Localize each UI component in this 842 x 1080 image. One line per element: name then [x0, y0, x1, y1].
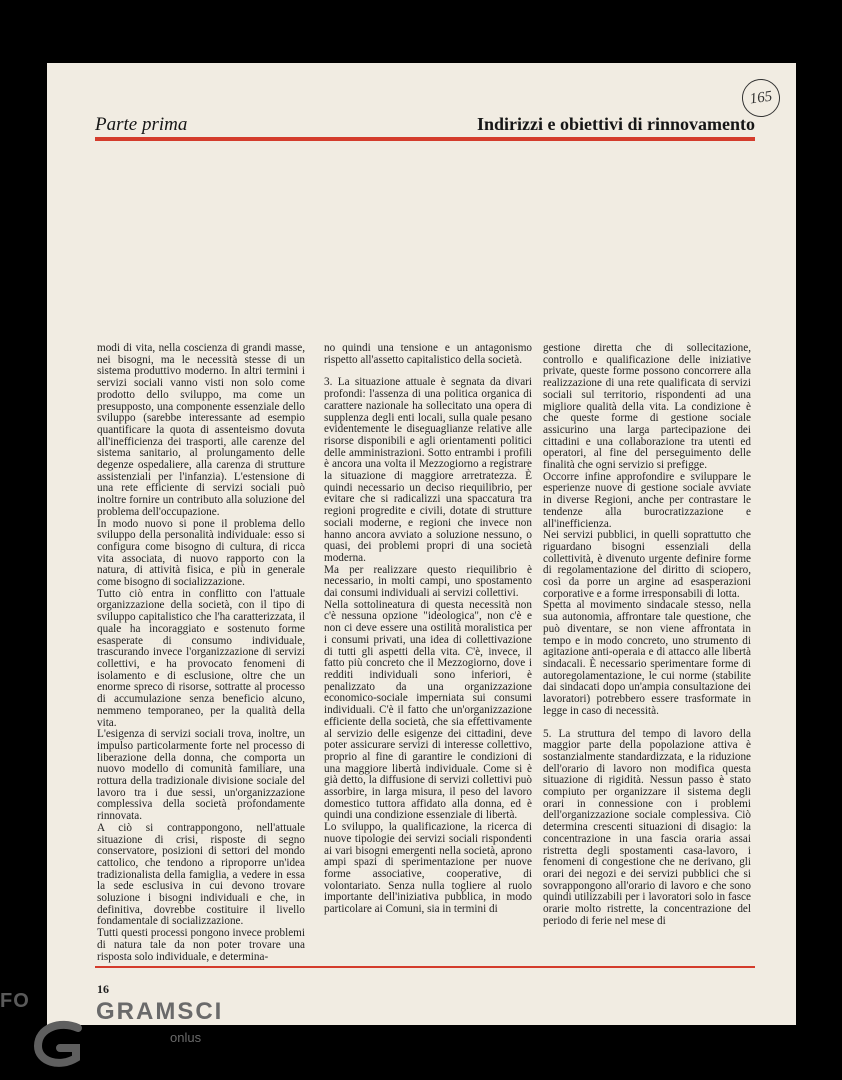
section-label: Parte prima	[95, 114, 188, 135]
paragraph: gestione diretta che di sollecitazione, controllo e qualificazione delle iniziative private, queste forme possono concorrere alla realizzazione di una rete qualificata di servizi sociali sul territorio, rispondenti ad una migliore qualità della vita. La condizione è che queste forme di gestione sociale assicurino una larga partecipazione dei cittadini e una collaborazione tra utenti ed operatori, al fine del perseguimento delle finalità che ogni servizio si prefigge.	[543, 342, 751, 472]
paragraph: Tutti questi processi pongono invece problemi di natura tale da non poter trovare una risposta solo individuale, e determina-	[97, 927, 305, 963]
footer-rule	[95, 966, 755, 968]
chapter-title: Indirizzi e obiettivi di rinnovamento	[477, 114, 755, 134]
gramsci-logo-icon	[30, 1018, 100, 1070]
text-column-1	[97, 343, 305, 963]
paragraph: L'esigenza di servizi sociali trova, inoltre, un impulso particolarmente forte nel processo di liberazione della donna, che comporta un nuovo modello di comunità familiare, una rottura della tradizionale divisione sociale del lavoro tra i due sessi, un'organizzazione complessiva della società profondamente rinnovata.	[97, 728, 305, 823]
text-column-3	[543, 343, 751, 927]
paragraph: In modo nuovo si pone il problema dello sviluppo della personalità individuale: esso si configura come bisogno di cultura, di ricca vita associata, di nuovo rapporto con la natura, di attività fisica, e più in generale come bisogno di socializzazione.	[97, 517, 305, 589]
watermark-suffix: onlus	[170, 1030, 202, 1045]
paragraph: Nella sottolineatura di questa necessità non c'è nessuna opzione "ideologica", non c'è e non ci deve essere una ostilità moralistica per i consumi privati, una idea di collettivazione di tutti gli aspetti della vita. C'è, invece, il fatto più concreto che il Mezzogiorno, dove i redditi individuali sono inferiori, è penalizzato da una organizzazione economico-sociale imperniata sui consumi individuali. C'è il fatto che un'organizzazione efficiente della società, che sia effettivamente al servizio delle esigenze dei cittadini, deve poter assicurare servizi di interesse collettivo, proprio al fine di garantire le condizioni di una maggiore libertà individuale. Come si è già detto, la diffusione di servizi collettivi può assorbire, in larga misura, il peso del lavoro domestico tuttora affidato alla donna, ed è quindi una condizione essenziale di libertà.	[324, 598, 532, 822]
paragraph: Ma per realizzare questo riequilibrio è necessario, in molti campi, uno spostamento dai consumi individuali ai servizi collettivi.	[324, 563, 532, 600]
paragraph: Tutto ciò entra in conflitto con l'attuale organizzazione della società, con il tipo di sviluppo capitalistico che l'ha caratterizzata, il quale ha incoraggiato e sostenuto forme esasperate di consumo individuale, trascurando invece l'organizzazione di servizi collettivi, e ha provocato fenomeni di isolamento e di esclusione, oltre che un enorme spreco di risorse, sottratte al processo di accumulazione senza beneficio alcuno, nemmeno temporaneo, per la qualità della vita.	[97, 587, 305, 729]
paragraph: Nei servizi pubblici, in quelli soprattutto che riguardano bisogni essenziali della collettività, è divenuto urgente definire forme di regolamentazione del diritto di sciopero, così da porre un argine ad esasperazioni corporative e a forme irresponsabili di lotta.	[543, 529, 751, 600]
stamp-number: 165	[748, 88, 774, 107]
page-number: 16	[97, 982, 109, 996]
paragraph: modi di vita, nella coscienza di grandi masse, nei bisogni, ma le necessità stesse di un sistema produttivo moderno. In altri termini i servizi sociali vanno visti non solo come prodotto dello sviluppo, ma come un presupposto, una componente essenziale dello sviluppo (sarebbe interessante ad esempio quantificare la quota di assenteismo dovuta all'inefficienza dei trasporti, alle carenze del sistema sanitario, al prolungamento delle degenze ospedaliere, alla carenza di strutture assistenziali per l'infanzia). L'estensione di una rete efficiente di servizi sociali può inoltre fornire un contributo alla soluzione del problema dell'occupazione.	[97, 342, 305, 518]
paragraph: Lo sviluppo, la qualificazione, la ricerca di nuove tipologie dei servizi sociali rispondenti ai vari bisogni emergenti nella società, aprono ampi spazi di sperimentazione per nuove forme associative, cooperative, di volontariato. Senza nulla togliere al ruolo importante dell'iniziativa pubblica, in modo particolare ai Comuni, sia in termini di	[324, 821, 532, 916]
text-column-2	[324, 343, 532, 916]
archive-watermark	[0, 990, 260, 1080]
paragraph: 5. La struttura del tempo di lavoro della maggior parte della popolazione attiva è sostanzialmente standardizzata, e la riduzione dell'orario di lavoro non modifica questa situazione di rigidità. Nessun passo è stato compiuto per organizzare il sistema degli orari in connessione con i problemi dell'organizzazione sociale complessiva. Ciò determina crescenti situazioni di disagio: la concentrazione in una fascia oraria assai ristretta degli spostamenti casa-lavoro, i fenomeni di congestione che ne derivano, gli orari dei negozi e dei servizi pubblici che si sovrappongono all'orario di lavoro e che sono quindi utilizzabili per i lavoratori solo in fasce orarie molto ristrette, la concentrazione del periodo di ferie nel mese di	[543, 727, 751, 927]
header-rule	[95, 137, 755, 141]
paragraph: Spetta al movimento sindacale stesso, nella sua autonomia, affrontare tale questione, che può diventare, se non viene affrontata in tempo e in modo concreto, uno strumento di agitazione anti-operaia e di attacco alle libertà sindacali. È necessario sperimentare forme di autoregolamentazione, le cui norme (stabilite dai sindacati dopo un'ampia consultazione dei lavoratori) potrebbero essere trasformate in legge in caso di necessità.	[543, 599, 751, 717]
paragraph: A ciò si contrappongono, nell'attuale situazione di crisi, risposte di segno conservatore, posizioni di settori del mondo cattolico, che tendono a riproporre un'idea tradizionalista della famiglia, a vedere in essa la sede esclusiva in cui devono trovare soluzione i bisogni individuali e che, in definitiva, dovrebbe costituire il livello fondamentale di socializzazione.	[97, 821, 305, 928]
paragraph: no quindi una tensione e un antagonismo rispetto all'assetto capitalistico della società.	[324, 342, 532, 366]
paragraph: 3. La situazione attuale è segnata da divari profondi: l'assenza di una politica organica di carattere nazionale ha sollecitato una opera di supplenza degli enti locali, sulla quale pesano evidentemente le diseguaglianze relative alle risorse disponibili e agli orientamenti politici delle amministrazioni. Sotto entrambi i profili è ancora una volta il Mezzogiorno a registrare la situazione di maggiore arretratezza. È quindi necessario un deciso riequilibrio, per evitare che si radicalizzi una spaccatura tra regioni progredite e civili, dotate di strutture sociali moderne, e regioni che invece non hanno ancora avviato a soluzione nessuno, o quasi, dei problemi propri di una società moderna.	[324, 376, 532, 564]
paragraph: Occorre infine approfondire e sviluppare le esperienze nuove di gestione sociale avviate in diverse Regioni, anche per contrastare le tendenze alla burocratizzazione e all'inefficienza.	[543, 470, 751, 530]
watermark-prefix: FO	[0, 990, 30, 1012]
watermark-name: GRAMSCI	[96, 998, 224, 1025]
document-page	[47, 63, 796, 1025]
